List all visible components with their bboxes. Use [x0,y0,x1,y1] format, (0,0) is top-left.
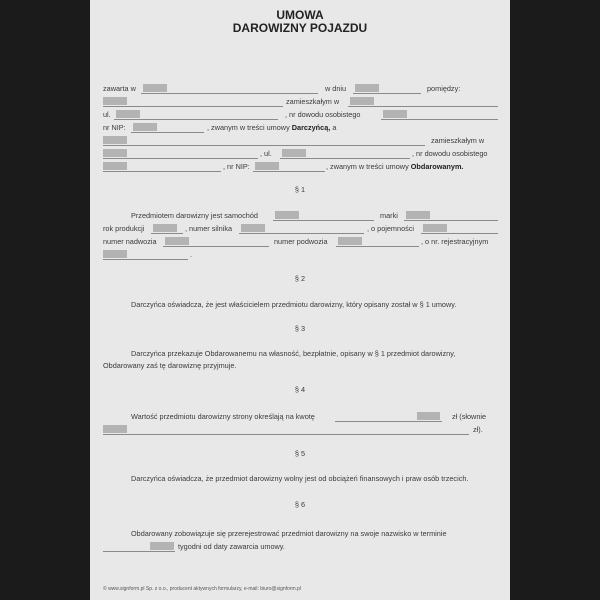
chassis-field-line[interactable] [336,246,419,247]
label-marki: marki [380,211,398,220]
donor-name-line[interactable] [103,106,283,107]
donor-name-field[interactable] [103,97,127,105]
section-3-heading: § 3 [294,324,306,333]
donor-role-text: , zwanym w treści umowy Darczyńcą, a [207,123,337,132]
donor-city-line[interactable] [348,106,498,107]
donor-nip-line[interactable] [131,132,204,133]
document-page [90,0,510,600]
label-rok: rok produkcji [103,224,145,233]
recipient-name-line[interactable] [103,145,425,146]
year-field-line[interactable] [151,233,183,234]
weeks-field[interactable] [150,542,174,550]
label-pomiedzy: pomiędzy: [427,84,461,93]
section-6-heading: § 6 [294,500,306,509]
body-field[interactable] [165,237,189,245]
place-field[interactable] [143,84,167,92]
year-field[interactable] [153,224,177,232]
recipient-role-text: , zwanym w treści umowy Obdarowanym. [326,162,464,171]
amount-words-line[interactable] [103,434,469,435]
car-field-line[interactable] [273,220,374,221]
label-zl-slownie: zł (słownie [452,412,487,421]
title-line-1: UMOWA [276,8,324,22]
registration-field[interactable] [103,250,127,258]
donor-street-line[interactable] [114,119,278,120]
donor-city-field[interactable] [350,97,374,105]
section-4-text: Wartość przedmiotu darowizny strony określają na kwotę [131,412,315,421]
recipient-id-line[interactable] [103,171,221,172]
title-line-2: DAROWIZNY POJAZDU [232,21,368,35]
label-podwozie: numer podwozia [274,237,328,246]
donor-street-field[interactable] [116,110,140,118]
label-pojemnosc: , o pojemności [367,224,415,233]
label-zamieszkalym: zamieszkałym w [286,97,340,106]
recipient-nip-field[interactable] [255,162,279,170]
date-field-line[interactable] [353,93,421,94]
section-4-heading: § 4 [294,385,306,394]
engine-field[interactable] [241,224,265,232]
registration-field-line[interactable] [103,259,188,260]
make-field-line[interactable] [404,220,498,221]
recipient-street-field[interactable] [282,149,306,157]
label-w-dniu: w dniu [325,84,347,93]
recipient-city-field[interactable] [103,149,127,157]
recipient-city-line[interactable] [103,158,258,159]
amount-field[interactable] [417,412,440,420]
section-5-heading: § 5 [294,449,306,458]
date-field[interactable] [355,84,379,92]
label-nip-2: , nr NIP: [223,162,250,171]
label-ul-2: , ul. [260,149,272,158]
label-dowod: , nr dowodu osobistego [285,110,361,119]
label-nip: nr NIP: [103,123,126,132]
label-silnik: , numer silnika [185,224,233,233]
label-rejestracja: , o nr. rejestracyjnym [421,237,489,246]
car-field[interactable] [275,211,299,219]
label-przedmiotem: Przedmiotem darowizny jest samochód [131,211,258,220]
label-nadwozie: numer nadwozia [103,237,157,246]
donor-id-line[interactable] [381,119,498,120]
place-field-line[interactable] [141,93,318,94]
recipient-street-line[interactable] [280,158,410,159]
section-5-text: Darczyńca oświadcza, że przedmiot darowizny wolny jest od obciążeń finansowych i praw osób trzecich. [131,474,469,483]
section-3-line-1: Darczyńca przekazuje Obdarowanemu na własność, bezpłatnie, opisany w § 1 przedmiot darowizny, [131,349,456,358]
amount-field-line[interactable] [335,421,442,422]
label-zamieszkalym-2: zamieszkałym w [431,136,485,145]
section-6-line-1: Obdarowany zobowiązuje się przerejestrować przedmiot darowizny na swoje nazwisko w terminie [131,529,447,538]
label-zl-end: zł). [473,425,483,434]
body-field-line[interactable] [163,246,269,247]
section-6-line-2: tygodni od daty zawarcia umowy. [178,542,285,551]
amount-words-field[interactable] [103,425,127,433]
footer-text: © www.signform.pl Sp. z o.o., producent aktywnych formularzy, e-mail: biuro@signform.pl [103,586,301,592]
make-field[interactable] [406,211,430,219]
donor-nip-field[interactable] [133,123,157,131]
chassis-field[interactable] [338,237,362,245]
label-ul: ul. [103,110,111,119]
capacity-field-line[interactable] [421,233,498,234]
registration-dot: . [190,250,193,259]
donor-id-field[interactable] [383,110,407,118]
weeks-field-line[interactable] [103,551,175,552]
recipient-id-field[interactable] [103,162,127,170]
label-zawarta: zawarta w [103,84,136,93]
section-3-line-2: Obdarowany zaś tę darowiznę przyjmuje. [103,361,237,370]
label-dowod-2: , nr dowodu osobistego [412,149,488,158]
section-1-heading: § 1 [294,185,306,194]
recipient-nip-line[interactable] [253,171,325,172]
capacity-field[interactable] [423,224,447,232]
recipient-name-field[interactable] [103,136,127,144]
section-2-heading: § 2 [294,274,306,283]
section-2-text: Darczyńca oświadcza, że jest właścicielem przedmiotu darowizny, który opisany został w § 1 umowy. [131,300,457,309]
engine-field-line[interactable] [239,233,364,234]
